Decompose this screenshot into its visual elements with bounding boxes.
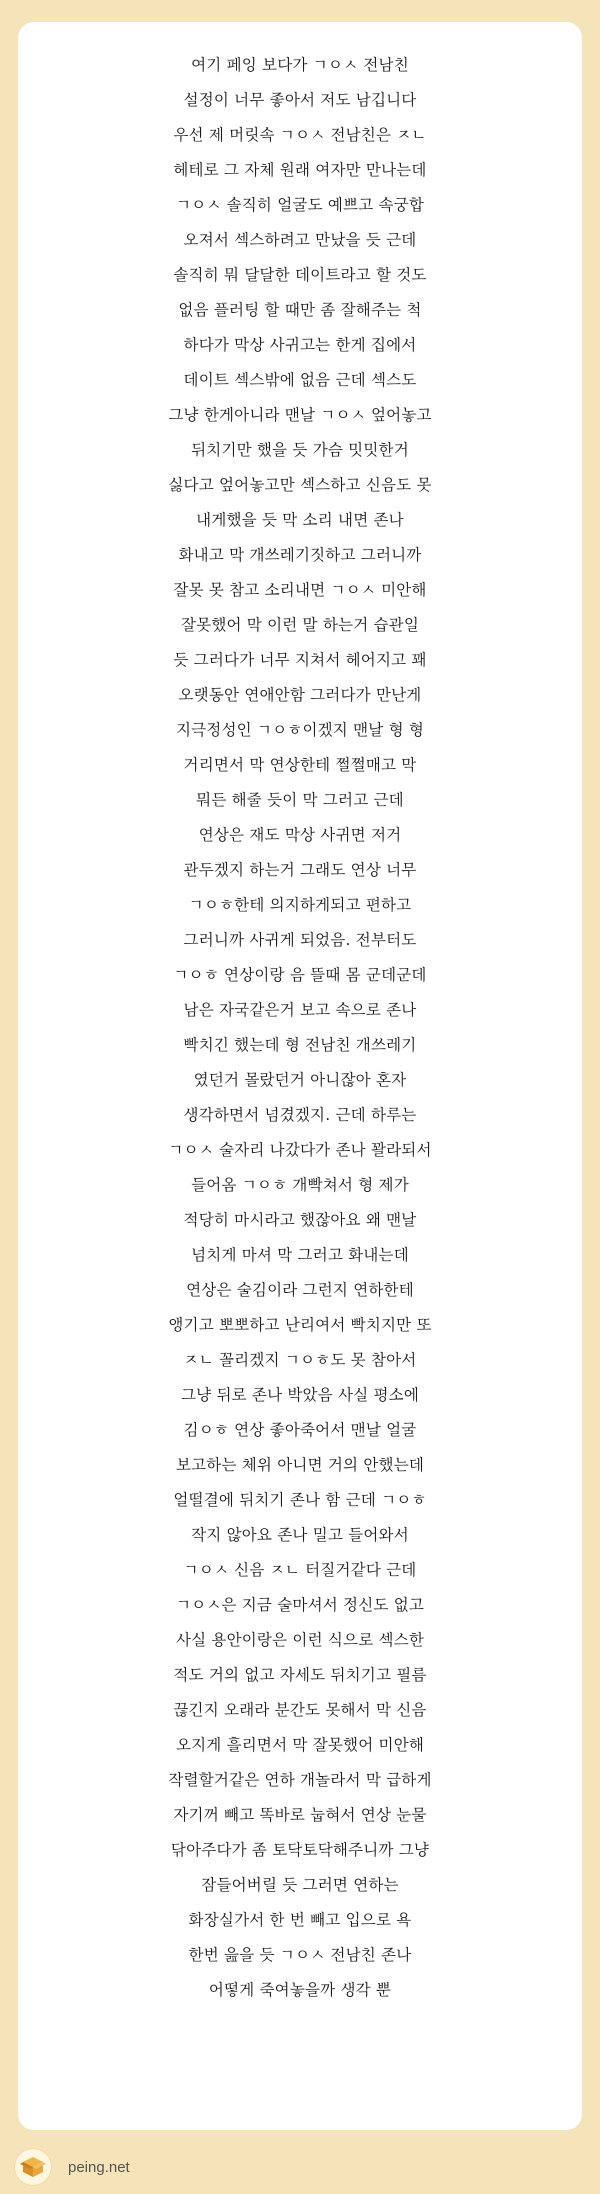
text-line: 잘못 못 참고 소리내면 ㄱㅇㅅ 미안해	[173, 581, 427, 599]
text-line: 뒤치기만 했을 듯 가슴 밋밋한거	[191, 441, 409, 459]
text-line: 오랫동안 연애안함 그러다가 만난게	[178, 686, 422, 704]
text-line: 생각하면서 넘겼겠지. 근데 하루는	[183, 1106, 417, 1124]
text-line: 우선 제 머릿속 ㄱㅇㅅ 전남친은 ㅈㄴ	[173, 126, 427, 144]
text-line: 였던거 몰랐던거 아니잖아 혼자	[193, 1071, 407, 1089]
text-line: 없음 플러팅 할 때만 좀 잘해주는 척	[178, 301, 422, 319]
text-line: 연상은 술김이라 그런지 연하한테	[186, 1281, 414, 1299]
text-line: 그냥 뒤로 존나 박았음 사실 평소에	[180, 1386, 420, 1404]
text-line: 내게했을 듯 막 소리 내면 존나	[196, 511, 404, 529]
text-line: 헤테로 그 자체 원래 여자만 만나는데	[173, 161, 427, 179]
text-line: 사실 용안이랑은 이런 식으로 섹스한	[175, 1631, 425, 1649]
peing-box-logo-icon[interactable]	[14, 2148, 52, 2186]
text-line: 여기 페잉 보다가 ㄱㅇㅅ 전남친	[191, 56, 409, 74]
text-line: 얼떨결에 뒤치기 존나 함 근데 ㄱㅇㅎ	[173, 1491, 427, 1509]
text-line: 화장실가서 한 번 빼고 입으로 욕	[188, 1911, 412, 1929]
text-line: 빡치긴 했는데 형 전남친 개쓰레기	[183, 1036, 417, 1054]
text-line: 뭐든 해줄 듯이 막 그러고 근데	[196, 791, 404, 809]
text-line: 거리면서 막 연상한테 쩔쩔매고 막	[183, 756, 417, 774]
text-line: 자기꺼 빼고 똑바로 눕혀서 연상 눈물	[173, 1806, 427, 1824]
text-line: ㄱㅇㅅ 술자리 나갔다가 존나 꽐라되서	[168, 1141, 432, 1159]
question-card	[18, 22, 582, 2130]
text-line: 김ㅇㅎ 연상 좋아죽어서 맨날 얼굴	[183, 1421, 417, 1439]
text-line: 솔직히 뭐 달달한 데이트라고 할 것도	[173, 266, 427, 284]
text-line: 잠들어버릴 듯 그러면 연하는	[201, 1876, 399, 1894]
text-line: 들어옴 ㄱㅇㅎ 개빡쳐서 형 제가	[191, 1176, 409, 1194]
text-line: ㄱㅇㅎ 연상이랑 음 뜰때 몸 군데군데	[173, 966, 427, 984]
text-line: ㄱㅇㅅ 신음 ㅈㄴ 터질거같다 근데	[183, 1561, 417, 1579]
text-line: 적당히 마시라고 했잖아요 왜 맨날	[183, 1211, 417, 1229]
footer	[0, 2140, 600, 2194]
text-line: 싫다고 엎어놓고만 섹스하고 신음도 못	[168, 476, 432, 494]
text-line: 잘못했어 막 이런 말 하는거 습관일	[180, 616, 420, 634]
text-line: 끊긴지 오래라 분간도 못해서 막 신음	[173, 1701, 427, 1719]
text-line: 닦아주다가 좀 토닥토닥해주니까 그냥	[170, 1841, 430, 1859]
text-line: ㅈㄴ 꼴리겠지 ㄱㅇㅎ도 못 참아서	[183, 1351, 417, 1369]
text-line: 남은 자국같은거 보고 속으로 존나	[183, 1001, 417, 1019]
text-line: ㄱㅇㅅ 솔직히 얼굴도 예쁘고 속궁합	[175, 196, 425, 214]
text-line: 보고하는 체위 아니면 거의 안했는데	[175, 1456, 425, 1474]
text-line: 앵기고 뽀뽀하고 난리여서 빡치지만 또	[168, 1316, 432, 1334]
text-line: 작지 않아요 존나 밀고 들어와서	[191, 1526, 409, 1544]
text-line: 데이트 섹스밖에 없음 근데 섹스도	[183, 371, 417, 389]
text-line: 화내고 막 개쓰레기짓하고 그러니까	[178, 546, 422, 564]
text-line: 듯 그러다가 너무 지쳐서 헤어지고 꽤	[173, 651, 427, 669]
text-line: 관두겠지 하는거 그래도 연상 너무	[183, 861, 417, 879]
text-line: 지극정성인 ㄱㅇㅎ이겠지 맨날 형 형	[175, 721, 425, 739]
text-line: 넘치게 마셔 막 그러고 화내는데	[191, 1246, 409, 1264]
site-link[interactable]: peing.net	[68, 2158, 130, 2176]
text-line: ㄱㅇㅅ은 지금 술마셔서 정신도 없고	[175, 1596, 425, 1614]
text-line: 그냥 한게아니라 맨날 ㄱㅇㅅ 엎어놓고	[168, 406, 432, 424]
text-line: 하다가 막상 사귀고는 한게 집에서	[183, 336, 417, 354]
text-line: 그러니까 사귀게 되었음. 전부터도	[183, 931, 417, 949]
text-line: 연상은 재도 막상 사귀면 저거	[198, 826, 402, 844]
text-line: 어떻게 죽여놓을까 생각 뿐	[208, 1981, 392, 1999]
text-line: 작렬할거같은 연하 개놀라서 막 급하게	[168, 1771, 432, 1789]
text-line: 한번 읊을 듯 ㄱㅇㅅ 전남친 존나	[188, 1946, 412, 1964]
text-line: 오지게 흘리면서 막 잘못했어 미안해	[175, 1736, 425, 1754]
text-line: ㄱㅇㅎ한테 의지하게되고 편하고	[188, 896, 412, 914]
text-line: 적도 거의 없고 자세도 뒤치기고 필름	[173, 1666, 427, 1684]
question-text	[18, 48, 582, 2008]
text-line: 오져서 섹스하려고 만났을 듯 근데	[183, 231, 417, 249]
text-line: 설정이 너무 좋아서 저도 남깁니다	[183, 91, 417, 109]
